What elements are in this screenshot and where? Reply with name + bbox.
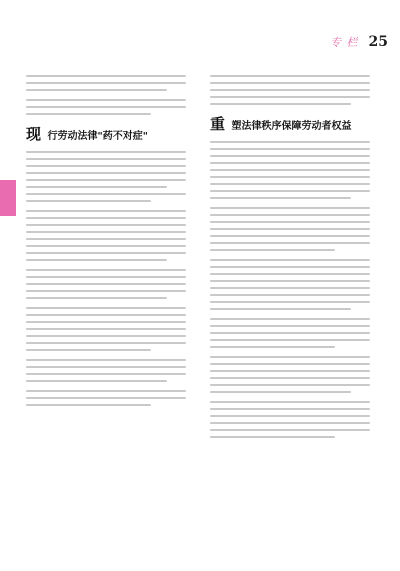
text-block-placeholder <box>210 259 370 310</box>
text-block-placeholder <box>26 307 186 351</box>
heading-initial: 现 <box>26 125 42 143</box>
text-block-placeholder <box>26 269 186 299</box>
text-block-placeholder <box>26 151 186 202</box>
text-block-placeholder <box>210 318 370 348</box>
heading-text: 塑法律秩序保障劳动者权益 <box>231 121 352 132</box>
heading-initial: 重 <box>210 115 226 133</box>
right-column <box>210 70 370 446</box>
text-block-placeholder <box>26 210 186 261</box>
text-block-placeholder <box>26 75 186 91</box>
section-heading-right <box>210 115 370 133</box>
text-block-placeholder <box>210 356 370 393</box>
text-block-placeholder <box>210 75 370 105</box>
text-block-placeholder <box>210 401 370 438</box>
left-column <box>26 70 186 414</box>
section-label: 专 栏 <box>330 36 359 49</box>
page-header <box>330 34 388 50</box>
heading-text: 行劳动法律"药不对症" <box>47 131 148 142</box>
text-block-placeholder <box>26 390 186 406</box>
section-heading-left <box>26 125 186 143</box>
text-block-placeholder <box>26 99 186 115</box>
side-color-band <box>0 180 16 216</box>
text-block-placeholder <box>210 207 370 251</box>
text-block-placeholder <box>26 359 186 382</box>
text-block-placeholder <box>210 141 370 199</box>
page-number: 25 <box>368 34 388 50</box>
